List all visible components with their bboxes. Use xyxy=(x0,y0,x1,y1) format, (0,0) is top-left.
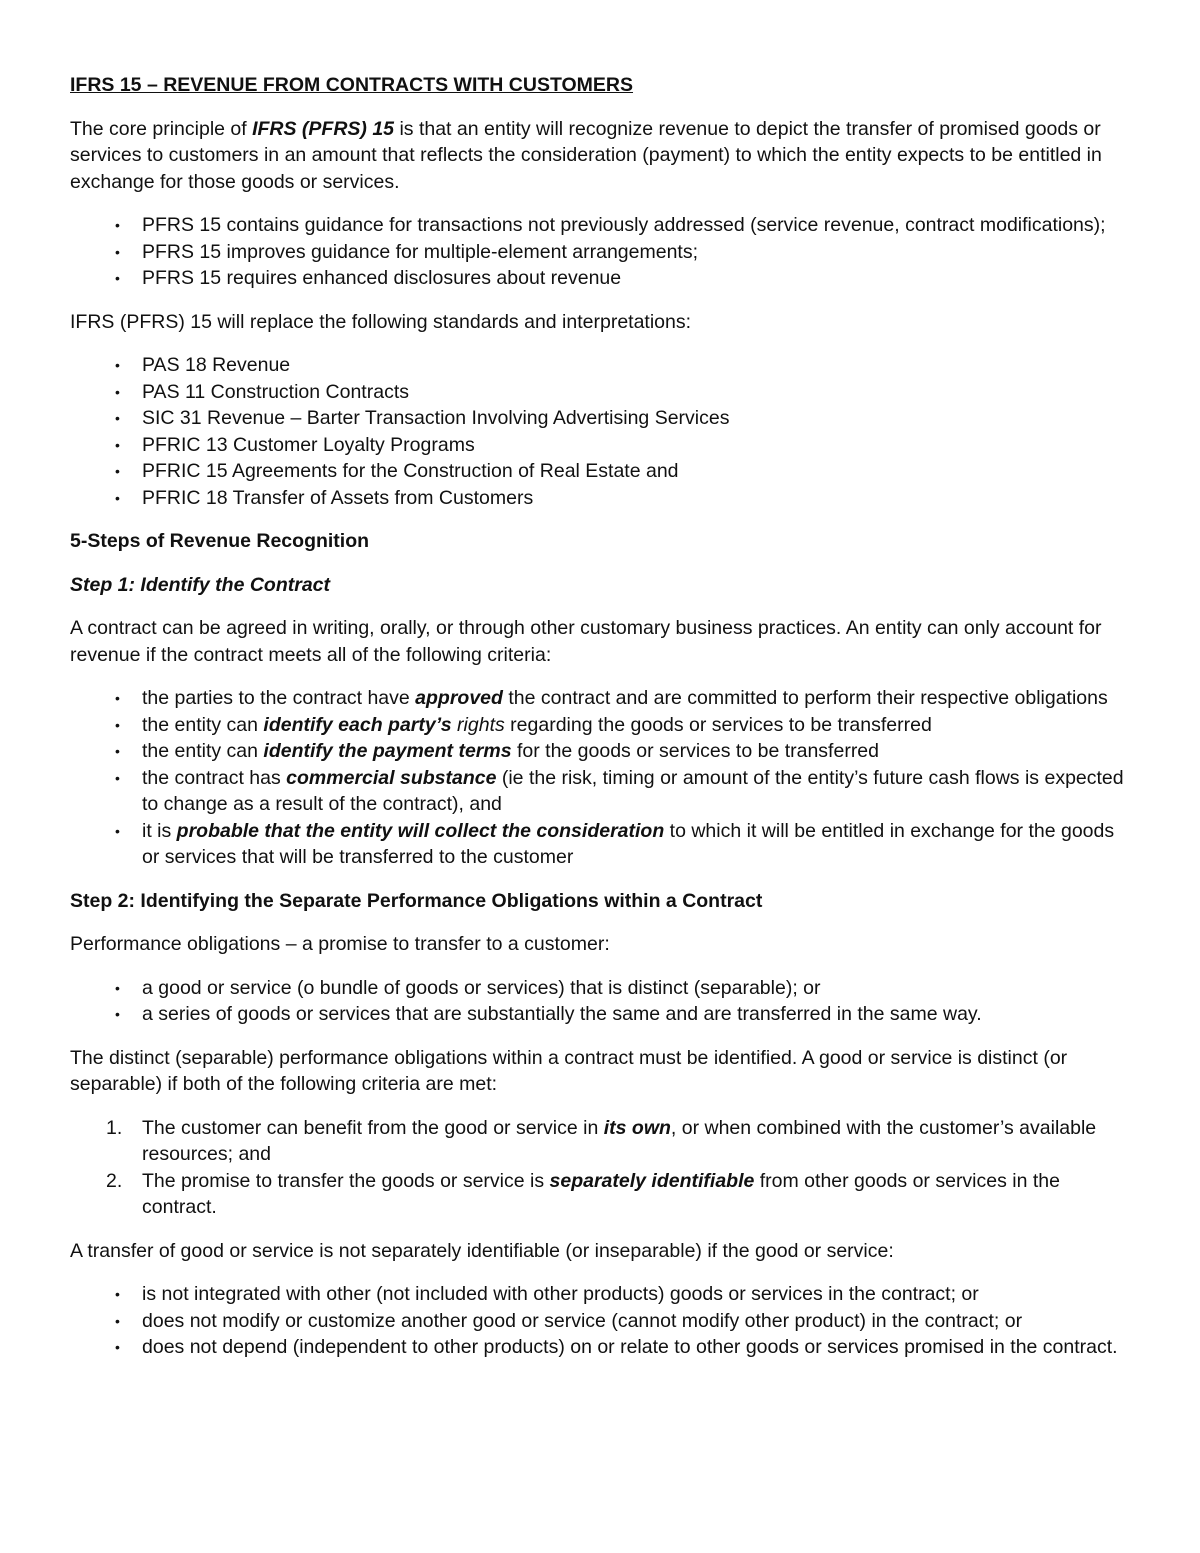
bullet-icon: • xyxy=(115,489,120,506)
distinct-criteria-list xyxy=(70,1115,1132,1221)
list-item xyxy=(70,239,1132,266)
step1-heading: Step 1: Identify the Contract xyxy=(70,573,331,596)
criteria-emphasis: separately identifiable xyxy=(549,1169,755,1192)
intro-text-end: is that an entity will recognize revenue to depict the transfer of promised goods or services to customers in an amount that reflects the consideration (payment) to which the entity expects to be entitled in exchange for those goods or services. xyxy=(70,117,1102,193)
list-number: 1. xyxy=(106,1116,123,1139)
replace-intro: IFRS (PFRS) 15 will replace the following standards and interpretations: xyxy=(70,310,692,333)
criteria-text: for the goods or services to be transferred xyxy=(511,740,879,762)
list-item xyxy=(70,212,1132,239)
list-item-text: PAS 11 Construction Contracts xyxy=(142,380,409,403)
list-item-text: does not modify or customize another good or service (cannot modify other product) in the contract; or xyxy=(142,1309,1023,1332)
list-item xyxy=(70,432,1132,459)
criteria-text: the entity can xyxy=(142,740,264,762)
list-item xyxy=(70,1334,1132,1361)
step1-intro: A contract can be agreed in writing, orally, or through other customary business practices. An entity can only account for revenue if the contract meets all of the following criteria: xyxy=(70,617,1102,666)
bullet-icon: • xyxy=(115,463,120,479)
intro-paragraph xyxy=(70,116,1132,196)
list-item xyxy=(70,1308,1132,1335)
list-item xyxy=(70,485,1132,512)
step1-criteria-list xyxy=(70,685,1132,871)
bullet-icon: • xyxy=(115,1339,120,1355)
list-item xyxy=(70,458,1132,485)
bullet-icon: • xyxy=(115,217,120,233)
criteria-emphasis: commercial substance xyxy=(286,766,497,789)
criteria-text: it is xyxy=(142,819,177,842)
list-item xyxy=(70,1001,1132,1028)
distinct-intro: The distinct (separable) performance obligations within a contract must be identified. A good or service is distinct (or separable) if both of the following criteria are met: xyxy=(70,1046,1068,1095)
po-intro: Performance obligations – a promise to transfer to a customer: xyxy=(70,933,610,955)
list-item xyxy=(70,975,1132,1002)
list-item xyxy=(70,765,1132,818)
criteria-emphasis: its own xyxy=(603,1116,671,1139)
list-item xyxy=(70,685,1132,712)
list-item xyxy=(70,352,1132,379)
document-title: IFRS 15 – REVENUE FROM CONTRACTS WITH CUSTOMERS xyxy=(70,74,634,96)
list-item-text: PFRIC 15 Agreements for the Construction of Real Estate and xyxy=(142,460,679,482)
step2-heading: Step 2: Identifying the Separate Performance Obligations within a Contract xyxy=(70,889,763,912)
list-item-text: a good or service (o bundle of goods or services) that is distinct (separable); or xyxy=(142,976,821,999)
list-item xyxy=(70,712,1132,739)
criteria-emphasis: identify each party’s xyxy=(263,713,452,736)
list-item-text: PFRS 15 improves guidance for multiple-element arrangements; xyxy=(142,240,699,263)
criteria-text: the contract and are committed to perform their respective obligations xyxy=(502,687,1108,709)
list-item xyxy=(70,265,1132,292)
criteria-text: the contract has xyxy=(142,766,287,789)
criteria-text: the parties to the contract have xyxy=(142,687,416,709)
bullet-icon: • xyxy=(115,1286,120,1302)
bullet-icon: • xyxy=(115,410,120,426)
list-item-text: PFRIC 13 Customer Loyalty Programs xyxy=(142,433,475,456)
criteria-text: from other goods or services in the contract. xyxy=(142,1169,1060,1218)
list-item xyxy=(70,738,1132,765)
list-item-text: PFRIC 18 Transfer of Assets from Customers xyxy=(142,486,534,509)
criteria-text: , or when combined with the customer’s available resources; and xyxy=(142,1116,1097,1165)
pfrs-points-list xyxy=(70,212,1132,292)
bullet-icon: • xyxy=(115,769,120,786)
list-item-text: PFRS 15 contains guidance for transactions not previously addressed (service revenue, contract modifications); xyxy=(142,214,1106,236)
bullet-icon: • xyxy=(115,690,120,706)
bullet-icon: • xyxy=(115,1006,120,1022)
bullet-icon: • xyxy=(115,357,120,373)
po-list xyxy=(70,975,1132,1028)
list-item-text: SIC 31 Revenue – Barter Transaction Involving Advertising Services xyxy=(142,407,730,429)
bullet-icon: • xyxy=(115,822,120,839)
replaced-standards-list xyxy=(70,352,1132,511)
criteria-text: (ie the risk, timing or amount of the entity’s future cash flows is expected to change as a result of the contract), and xyxy=(142,766,1124,815)
list-item xyxy=(70,818,1132,871)
list-item-text: a series of goods or services that are substantially the same and are transferred in the same way. xyxy=(142,1003,982,1025)
bullet-icon: • xyxy=(115,716,120,733)
criteria-italic: rights xyxy=(451,713,505,736)
bullet-icon: • xyxy=(115,270,120,286)
document-page xyxy=(70,72,1132,1378)
criteria-text: the entity can xyxy=(142,713,264,736)
list-item-text: is not integrated with other (not included with other products) goods or services in the contract; or xyxy=(142,1283,979,1305)
criteria-text: to which it will be entitled in exchange for the goods or services that will be transferred to the customer xyxy=(142,819,1115,868)
list-item-text: PFRS 15 requires enhanced disclosures about revenue xyxy=(142,267,622,289)
bullet-icon: • xyxy=(115,383,120,400)
bullet-icon: • xyxy=(115,1312,120,1329)
list-item xyxy=(70,379,1132,406)
list-item-text: does not depend (independent to other products) on or relate to other goods or services promised in the contract. xyxy=(142,1336,1118,1358)
list-item xyxy=(70,1168,1132,1221)
not-separable-list xyxy=(70,1281,1132,1361)
intro-emphasis: IFRS (PFRS) 15 xyxy=(252,117,395,140)
steps-heading: 5-Steps of Revenue Recognition xyxy=(70,530,370,552)
criteria-emphasis: approved xyxy=(415,687,503,709)
criteria-emphasis: probable that the entity will collect the consideration xyxy=(176,819,665,842)
list-item-text: PAS 18 Revenue xyxy=(142,354,291,376)
not-separable-intro: A transfer of good or service is not separately identifiable (or inseparable) if the good or service: xyxy=(70,1239,894,1262)
criteria-text: regarding the goods or services to be transferred xyxy=(504,713,932,736)
intro-text-start: The core principle of xyxy=(70,117,253,140)
list-item xyxy=(70,1115,1132,1168)
bullet-icon: • xyxy=(115,436,120,453)
criteria-text: The promise to transfer the goods or service is xyxy=(142,1169,550,1192)
criteria-emphasis: identify the payment terms xyxy=(263,740,512,762)
criteria-text: The customer can benefit from the good or service in xyxy=(142,1116,604,1139)
bullet-icon: • xyxy=(115,743,120,759)
bullet-icon: • xyxy=(115,243,120,260)
bullet-icon: • xyxy=(115,979,120,996)
list-item xyxy=(70,1281,1132,1308)
list-number: 2. xyxy=(106,1169,123,1192)
list-item xyxy=(70,405,1132,432)
